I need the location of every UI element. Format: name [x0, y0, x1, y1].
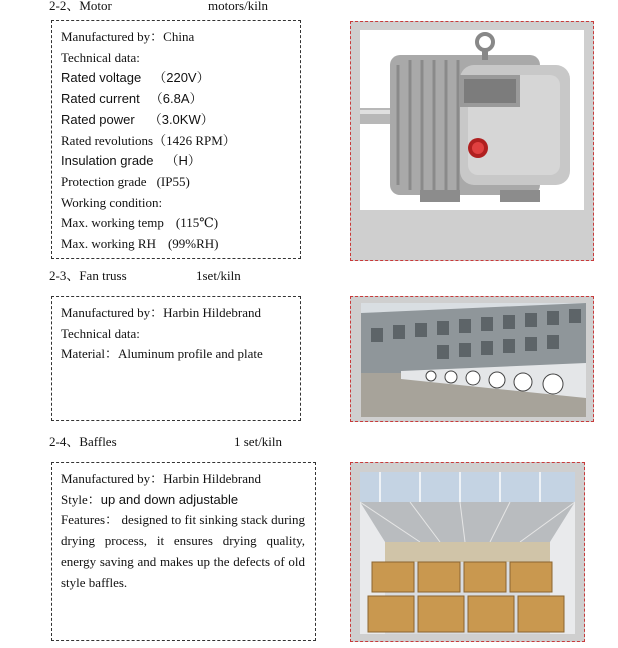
spec-line: Manufactured by：China [61, 29, 195, 44]
section-qty: 1set/kiln [196, 268, 241, 283]
spec-line: Style：up and down adjustable [61, 491, 239, 507]
section-heading-motor [49, 0, 268, 14]
baffles-photo [360, 472, 575, 634]
spec-line: Manufactured by：Harbin Hildebrand [61, 471, 262, 486]
features-label: Features： [61, 512, 119, 528]
section-title: 2-3、Fan truss [49, 268, 127, 283]
features-text: designed to fit sinking stack during drying process, it ensures drying quality, energy saving and makes up the defects of old style baffles. [61, 512, 306, 590]
spec-line: Insulation grade （H） [61, 153, 201, 169]
spec-line: Rated voltage （220V） [61, 70, 210, 86]
motor-photo [360, 30, 584, 210]
spec-line: Rated revolutions（1426 RPM） [61, 132, 236, 148]
spec-line: Technical data: [61, 49, 140, 65]
fan-truss-photo-frame [350, 296, 594, 422]
spec-line: Manufactured by：Harbin Hildebrand [61, 305, 262, 320]
section-heading-fan-truss [49, 268, 241, 284]
section-qty: 1 set/kiln [234, 434, 283, 449]
section-qty: motors/kiln [208, 0, 268, 13]
section-heading-baffles [49, 434, 283, 450]
spec-line: Rated power （3.0KW） [61, 111, 214, 127]
spec-line: Max. working RH (99%RH) [61, 236, 219, 252]
spec-line: Protection grade (IP55) [61, 173, 190, 189]
baffles-spec-box [51, 462, 316, 641]
motor-photo-frame [350, 21, 594, 261]
spec-line: Technical data: [61, 325, 140, 341]
spec-line: Rated current （6.8A） [61, 91, 203, 107]
baffles-photo-frame [350, 462, 585, 642]
features-paragraph [61, 510, 305, 593]
spec-line: Max. working temp (115℃) [61, 215, 219, 231]
fan-truss-photo [361, 303, 586, 417]
spec-line: Working condition: [61, 194, 163, 210]
motor-spec-box [51, 20, 301, 259]
section-title: 2-2、Motor [49, 0, 112, 13]
spec-line: Material：Aluminum profile and plate [61, 346, 263, 362]
fan-truss-spec-box [51, 296, 301, 421]
section-title: 2-4、Baffles [49, 434, 117, 449]
